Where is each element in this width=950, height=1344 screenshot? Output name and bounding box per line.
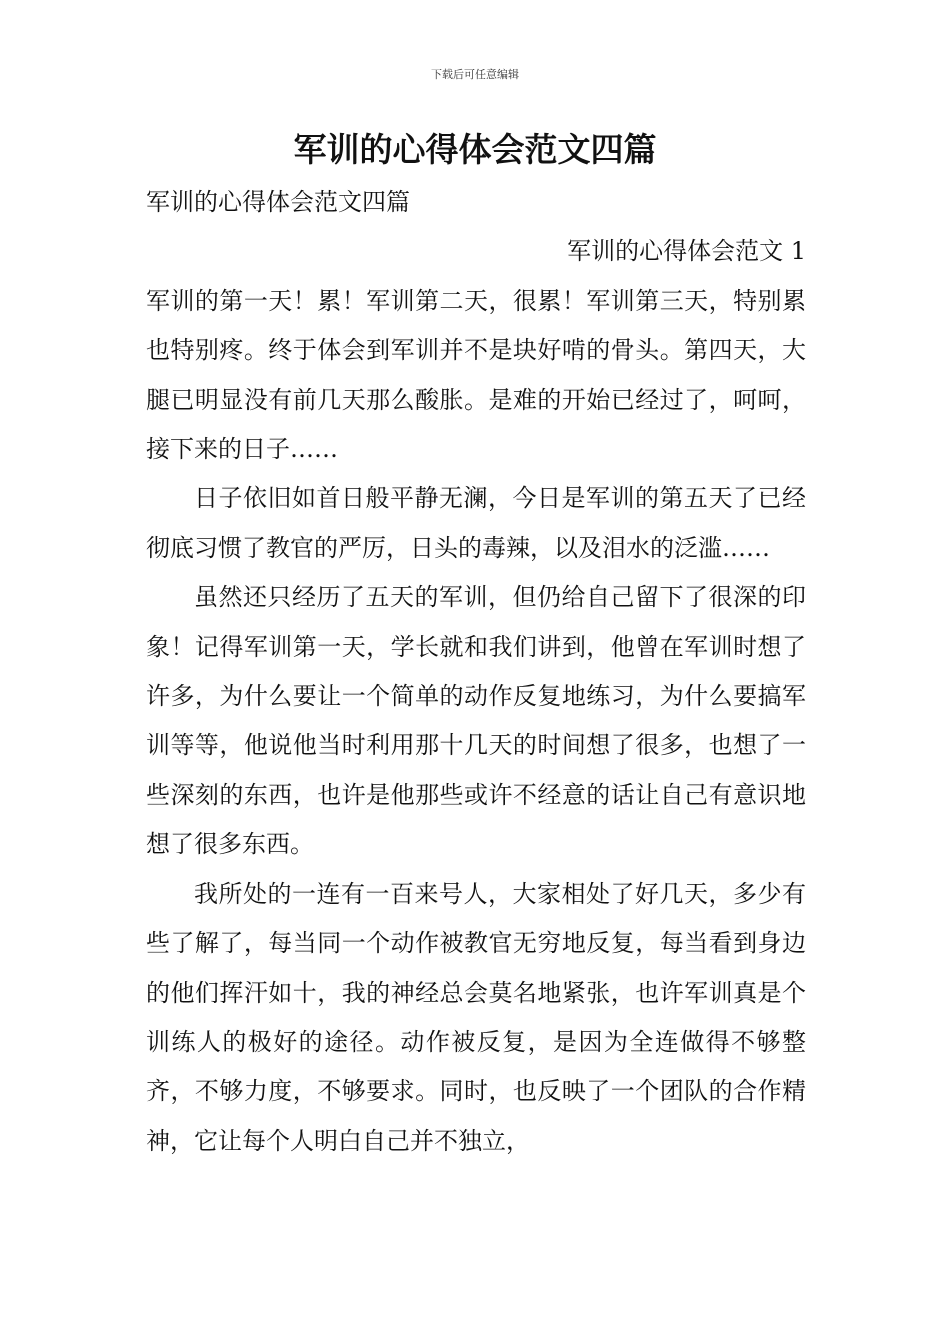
paragraph-4: 我所处的一连有一百来号人，大家相处了好几天，多少有些了解了，每当同一个动作被教官无穷地反复，每当看到身边的他们挥汗如十，我的神经总会莫名地紧张，也许军训真是个训练人的极好的途径。动作被反复，是因为全连做得不够整齐，不够力度，不够要求。同时，也反映了一个团队的合作精神，它让每个人明白自己并不独立， — [146, 879, 806, 1155]
paragraph-3: 虽然还只经历了五天的军训，但仍给自己留下了很深的印象！记得军训第一天，学长就和我们讲到，他曾在军训时想了许多，为什么要让一个简单的动作反复地练习，为什么要搞军训等等，他说他当时利用那十几天的时间想了很多，也想了一些深刻的东西，也许是他那些或许不经意的话让自己有意识地想了很多东西。 — [146, 583, 806, 859]
document-subtitle: 军训的心得体会范文四篇 — [146, 188, 410, 216]
paragraph-2: 日子依旧如首日般平静无澜，今日是军训的第五天了已经彻底习惯了教官的严厉，日头的毒辣，以及泪水的泛滥…… — [146, 484, 806, 562]
section-heading: 军训的心得体会范文 1 — [567, 237, 806, 266]
document-title: 军训的心得体会范文四篇 — [293, 130, 657, 169]
paragraph-1: 军训的第一天！累！军训第二天，很累！军训第三天，特别累也特别疼。终于体会到军训并不是块好啃的骨头。第四天，大腿已明显没有前几天那么酸胀。是难的开始已经过了，呵呵，接下来的日子…… — [146, 286, 806, 464]
document-body — [146, 178, 806, 1166]
header-note: 下载后可任意编辑 — [431, 68, 519, 81]
